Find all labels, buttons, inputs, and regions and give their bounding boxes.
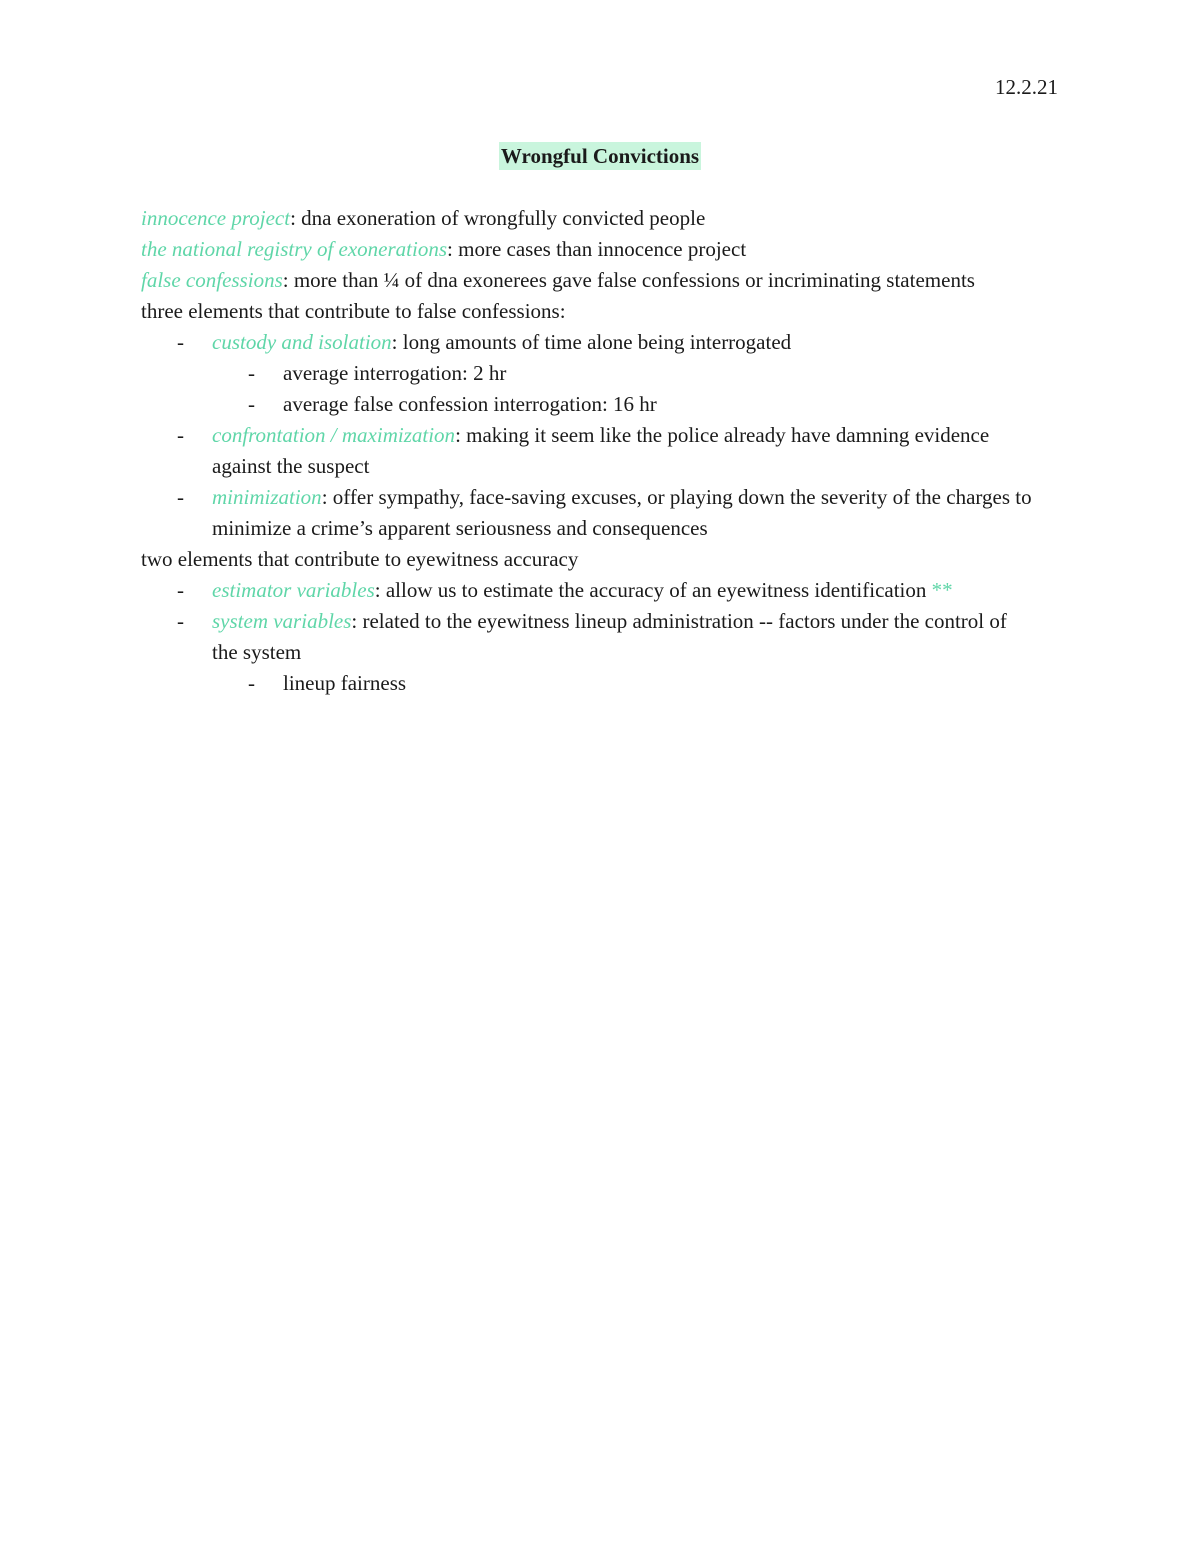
bullet-system-variables xyxy=(141,606,1022,668)
bullet-estimator-variables xyxy=(141,575,1061,606)
bullet-dash: - xyxy=(248,392,255,416)
bullet-text: : offer sympathy, face-saving excuses, or playing down the severity of the charges to minimize a crime’s apparent seriousness and consequences xyxy=(212,485,1032,540)
bullet-text: : making it seem like the police already have damning evidence against the suspect xyxy=(212,423,990,478)
definition-text: : more than ¼ of dna exonerees gave false confessions or incriminating statements xyxy=(282,268,975,292)
term-innocence-project: innocence project xyxy=(141,206,291,230)
note-date: 12.2.21 xyxy=(995,75,1058,99)
bullet-dash: - xyxy=(248,361,255,385)
bullet-text: : long amounts of time alone being interrogated xyxy=(391,330,792,354)
sub-bullet-lineup-fairness xyxy=(141,668,1061,699)
term-custody-isolation: custody and isolation xyxy=(212,330,392,354)
term-system-variables: system variables xyxy=(212,609,352,633)
term-confrontation-maximization: confrontation / maximization xyxy=(212,423,456,447)
definition-text: : more cases than innocence project xyxy=(447,237,747,261)
bullet-dash: - xyxy=(177,578,184,602)
bullet-dash: - xyxy=(248,671,255,695)
sub-bullet-text: average interrogation: 2 hr xyxy=(283,361,507,385)
definition-innocence-project xyxy=(141,203,1061,234)
title-container xyxy=(0,142,1200,170)
sub-bullet-text: lineup fairness xyxy=(283,671,407,695)
emphasis-stars: ** xyxy=(931,578,953,602)
term-national-registry: the national registry of exonerations xyxy=(141,237,448,261)
term-estimator-variables: estimator variables xyxy=(212,578,375,602)
sub-bullet-text: average false confession interrogation: 16 hr xyxy=(283,392,657,416)
definition-text: : dna exoneration of wrongfully convicted people xyxy=(290,206,706,230)
definition-national-registry xyxy=(141,234,1061,265)
bullet-minimization xyxy=(141,482,1042,544)
section-heading-eyewitness: two elements that contribute to eyewitness accuracy xyxy=(141,547,579,571)
bullet-text: : allow us to estimate the accuracy of an eyewitness identification xyxy=(374,578,932,602)
page-title: Wrongful Convictions xyxy=(500,144,700,168)
bullet-dash: - xyxy=(177,423,184,447)
bullet-custody-isolation xyxy=(141,327,1061,358)
bullet-text: : related to the eyewitness lineup administration -- factors under the control of the system xyxy=(212,609,1007,664)
bullet-dash: - xyxy=(177,330,184,354)
sub-bullet-false-confession-interrogation xyxy=(141,389,1061,420)
term-false-confessions: false confessions xyxy=(141,268,283,292)
definition-false-confessions xyxy=(141,265,986,296)
bullet-confrontation-maximization xyxy=(141,420,1002,482)
sub-bullet-average-interrogation xyxy=(141,358,1061,389)
section-heading-false-confessions: three elements that contribute to false confessions: xyxy=(141,299,566,323)
term-minimization: minimization xyxy=(212,485,322,509)
bullet-dash: - xyxy=(177,609,184,633)
bullet-dash: - xyxy=(177,485,184,509)
notes-body xyxy=(141,203,1061,699)
